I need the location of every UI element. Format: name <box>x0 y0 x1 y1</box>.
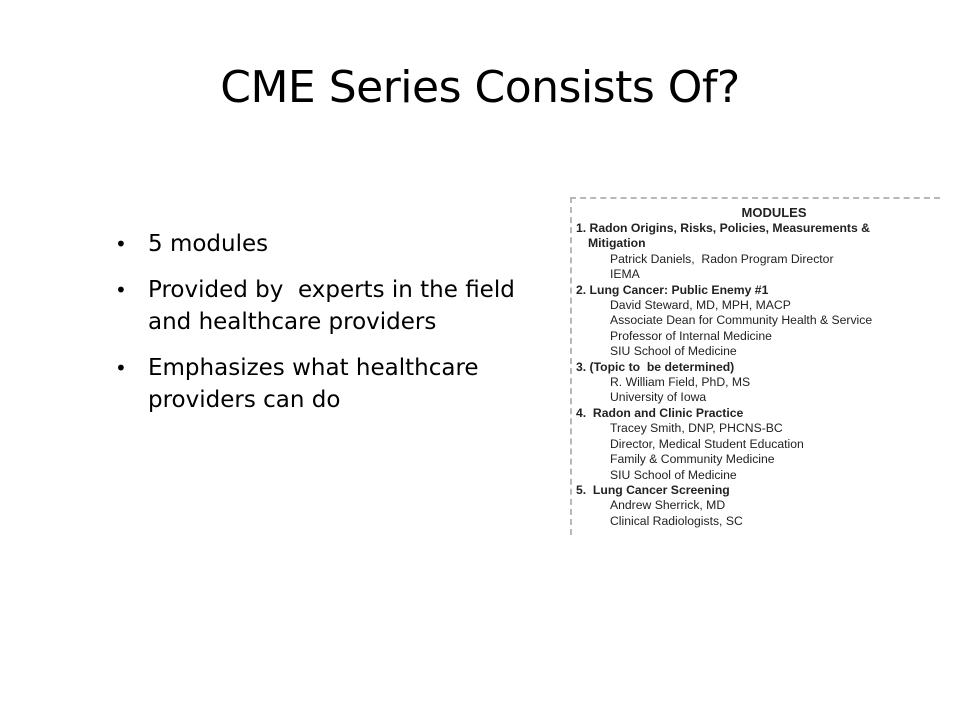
module-line: Clinical Radiologists, SC <box>610 513 743 528</box>
module-title: 3. (Topic to be determined) <box>576 359 735 374</box>
module-line: Professor of Internal Medicine <box>610 328 772 343</box>
bullet-item <box>115 274 523 338</box>
bullet-dot-icon: • <box>115 278 127 302</box>
module-title: 4. Radon and Clinic Practice <box>576 405 744 420</box>
module-line: Tracey Smith, DNP, PHCNS-BC <box>610 421 783 436</box>
module-5 <box>572 483 940 529</box>
module-title-cont: Mitigation <box>588 236 646 251</box>
bullet-dot-icon: • <box>115 232 127 256</box>
bullet-item <box>115 352 515 416</box>
module-line: IEMA <box>610 267 640 282</box>
module-1 <box>572 221 940 283</box>
bullet-item <box>115 228 515 260</box>
bullet-dot-icon: • <box>115 356 127 380</box>
bullet-text: 5 modules <box>148 231 269 257</box>
module-line: Andrew Sherrick, MD <box>610 498 726 513</box>
bullet-text: Provided by experts in the field and healthcare providers <box>148 277 523 335</box>
module-3 <box>572 360 940 406</box>
bullet-list <box>115 228 523 430</box>
module-title: 5. Lung Cancer Screening <box>576 482 730 497</box>
modules-image <box>570 197 940 535</box>
bullet-text: Emphasizes what healthcare providers can do <box>148 355 479 413</box>
module-line: David Steward, MD, MPH, MACP <box>610 298 791 313</box>
module-line: University of Iowa <box>610 390 707 405</box>
module-4 <box>572 406 940 483</box>
module-line: Family & Community Medicine <box>610 452 775 467</box>
module-line: SIU School of Medicine <box>610 344 737 359</box>
slide-title: CME Series Consists Of? <box>220 62 740 113</box>
module-line: Patrick Daniels, Radon Program Director <box>610 251 834 266</box>
module-title: 1. Radon Origins, Risks, Policies, Measurements & <box>576 221 870 235</box>
module-title: 2. Lung Cancer: Public Enemy #1 <box>576 282 769 297</box>
module-line: Associate Dean for Community Health & Service <box>610 313 873 328</box>
module-2 <box>572 283 940 360</box>
modules-heading: MODULES <box>741 205 807 220</box>
module-line: Director, Medical Student Education <box>610 436 804 451</box>
module-line: SIU School of Medicine <box>610 467 737 482</box>
module-line: R. William Field, PhD, MS <box>610 375 751 390</box>
